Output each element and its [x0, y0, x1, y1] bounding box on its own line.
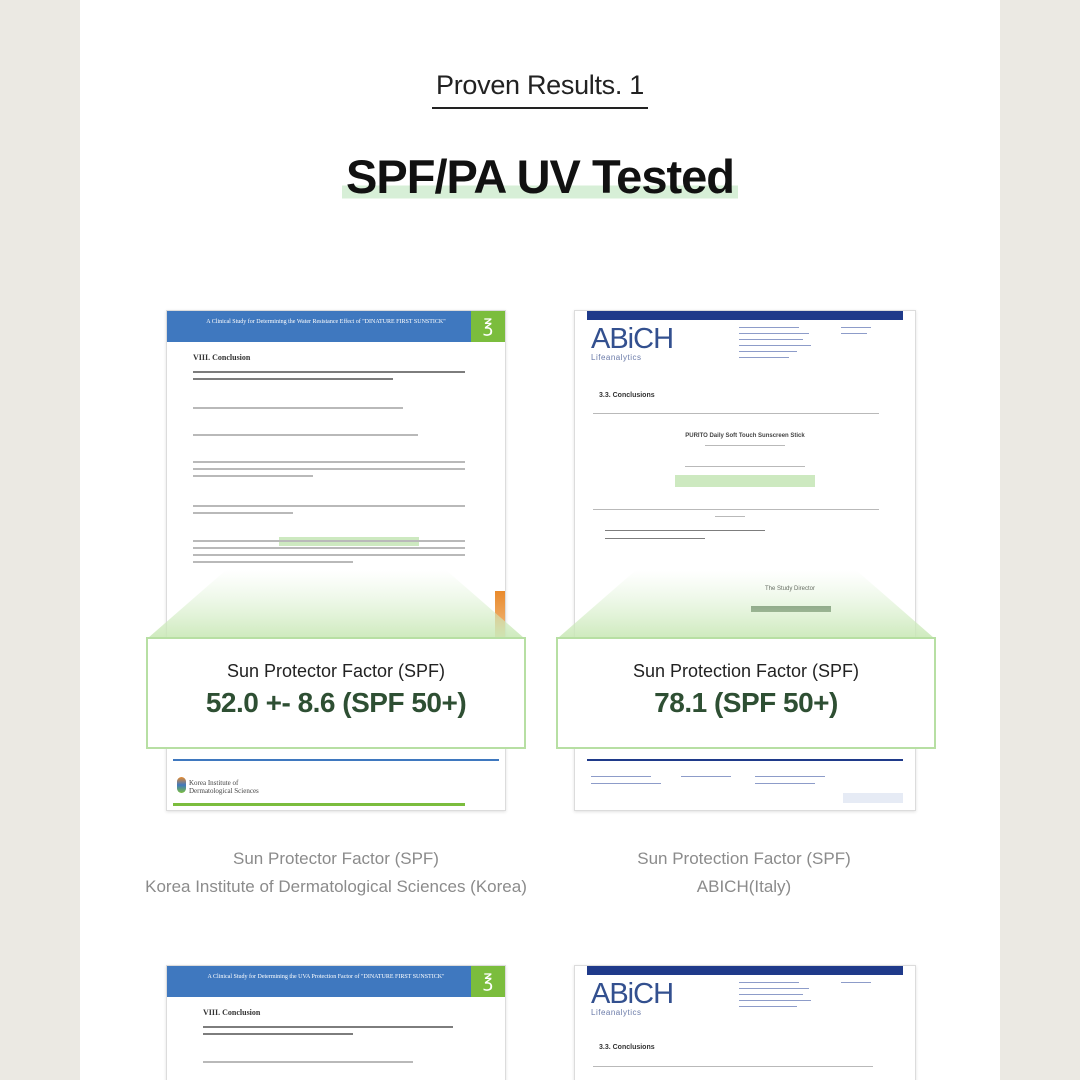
- caption-source: ABICH(Italy): [696, 877, 792, 896]
- caption-title: Sun Protection Factor (SPF): [637, 849, 851, 868]
- callout-value: 52.0 +- 8.6 (SPF 50+): [205, 687, 467, 718]
- abich-uva-report-image: [574, 965, 916, 1080]
- caption-left: [116, 845, 556, 901]
- report-section-heading: VIII. Conclusion: [203, 1008, 261, 1017]
- caption-source: Korea Institute of Dermatological Sciences (Korea): [145, 877, 527, 896]
- report-title: A Clinical Study for Determining the UVA Protection Factor of "DINATURE FIRST SUNSTICK": [207, 974, 445, 980]
- abich-product-name: PURITO Daily Soft Touch Sunscreen Stick: [685, 433, 805, 439]
- callout-value: 78.1 (SPF 50+): [654, 687, 838, 718]
- spf-callout-left: [146, 637, 526, 749]
- kids-uva-report-image: [166, 965, 506, 1080]
- section-eyebrow: [80, 70, 1000, 109]
- caption-right: [524, 845, 964, 901]
- report-footer-org: Korea Institute of Dermatological Sciences: [189, 779, 259, 795]
- right-highlight-glow: [556, 570, 936, 640]
- callout-label: Sun Protection Factor (SPF): [632, 661, 860, 681]
- report-header-band: [167, 311, 505, 342]
- report-header-band: [167, 966, 505, 997]
- kids-logo-icon: ℥: [471, 966, 505, 997]
- page-headline: [80, 150, 1000, 204]
- callout-label: Sun Protector Factor (SPF): [226, 661, 446, 681]
- kids-logo-icon: ℥: [471, 311, 505, 342]
- left-highlight-glow: [146, 570, 526, 640]
- content-page: [80, 0, 1000, 1080]
- abich-logo: ABiCH: [591, 978, 674, 1010]
- spf-callout-right: [556, 637, 936, 749]
- eyebrow-text: Proven Results. 1: [432, 70, 648, 109]
- abich-logo: ABiCH: [591, 323, 674, 355]
- abich-section-heading: 3.3. Conclusions: [599, 392, 655, 399]
- caption-title: Sun Protector Factor (SPF): [233, 849, 439, 868]
- headline-text: SPF/PA UV Tested: [342, 150, 738, 204]
- abich-tagline: Lifeanalytics: [591, 1008, 642, 1017]
- report-title: A Clinical Study for Determining the Water Resistance Effect of "DINATURE FIRST SUNSTICK": [206, 319, 446, 325]
- abich-tagline: Lifeanalytics: [591, 353, 642, 362]
- abich-section-heading: 3.3. Conclusions: [599, 1044, 655, 1051]
- report-section-heading: VIII. Conclusion: [193, 353, 251, 362]
